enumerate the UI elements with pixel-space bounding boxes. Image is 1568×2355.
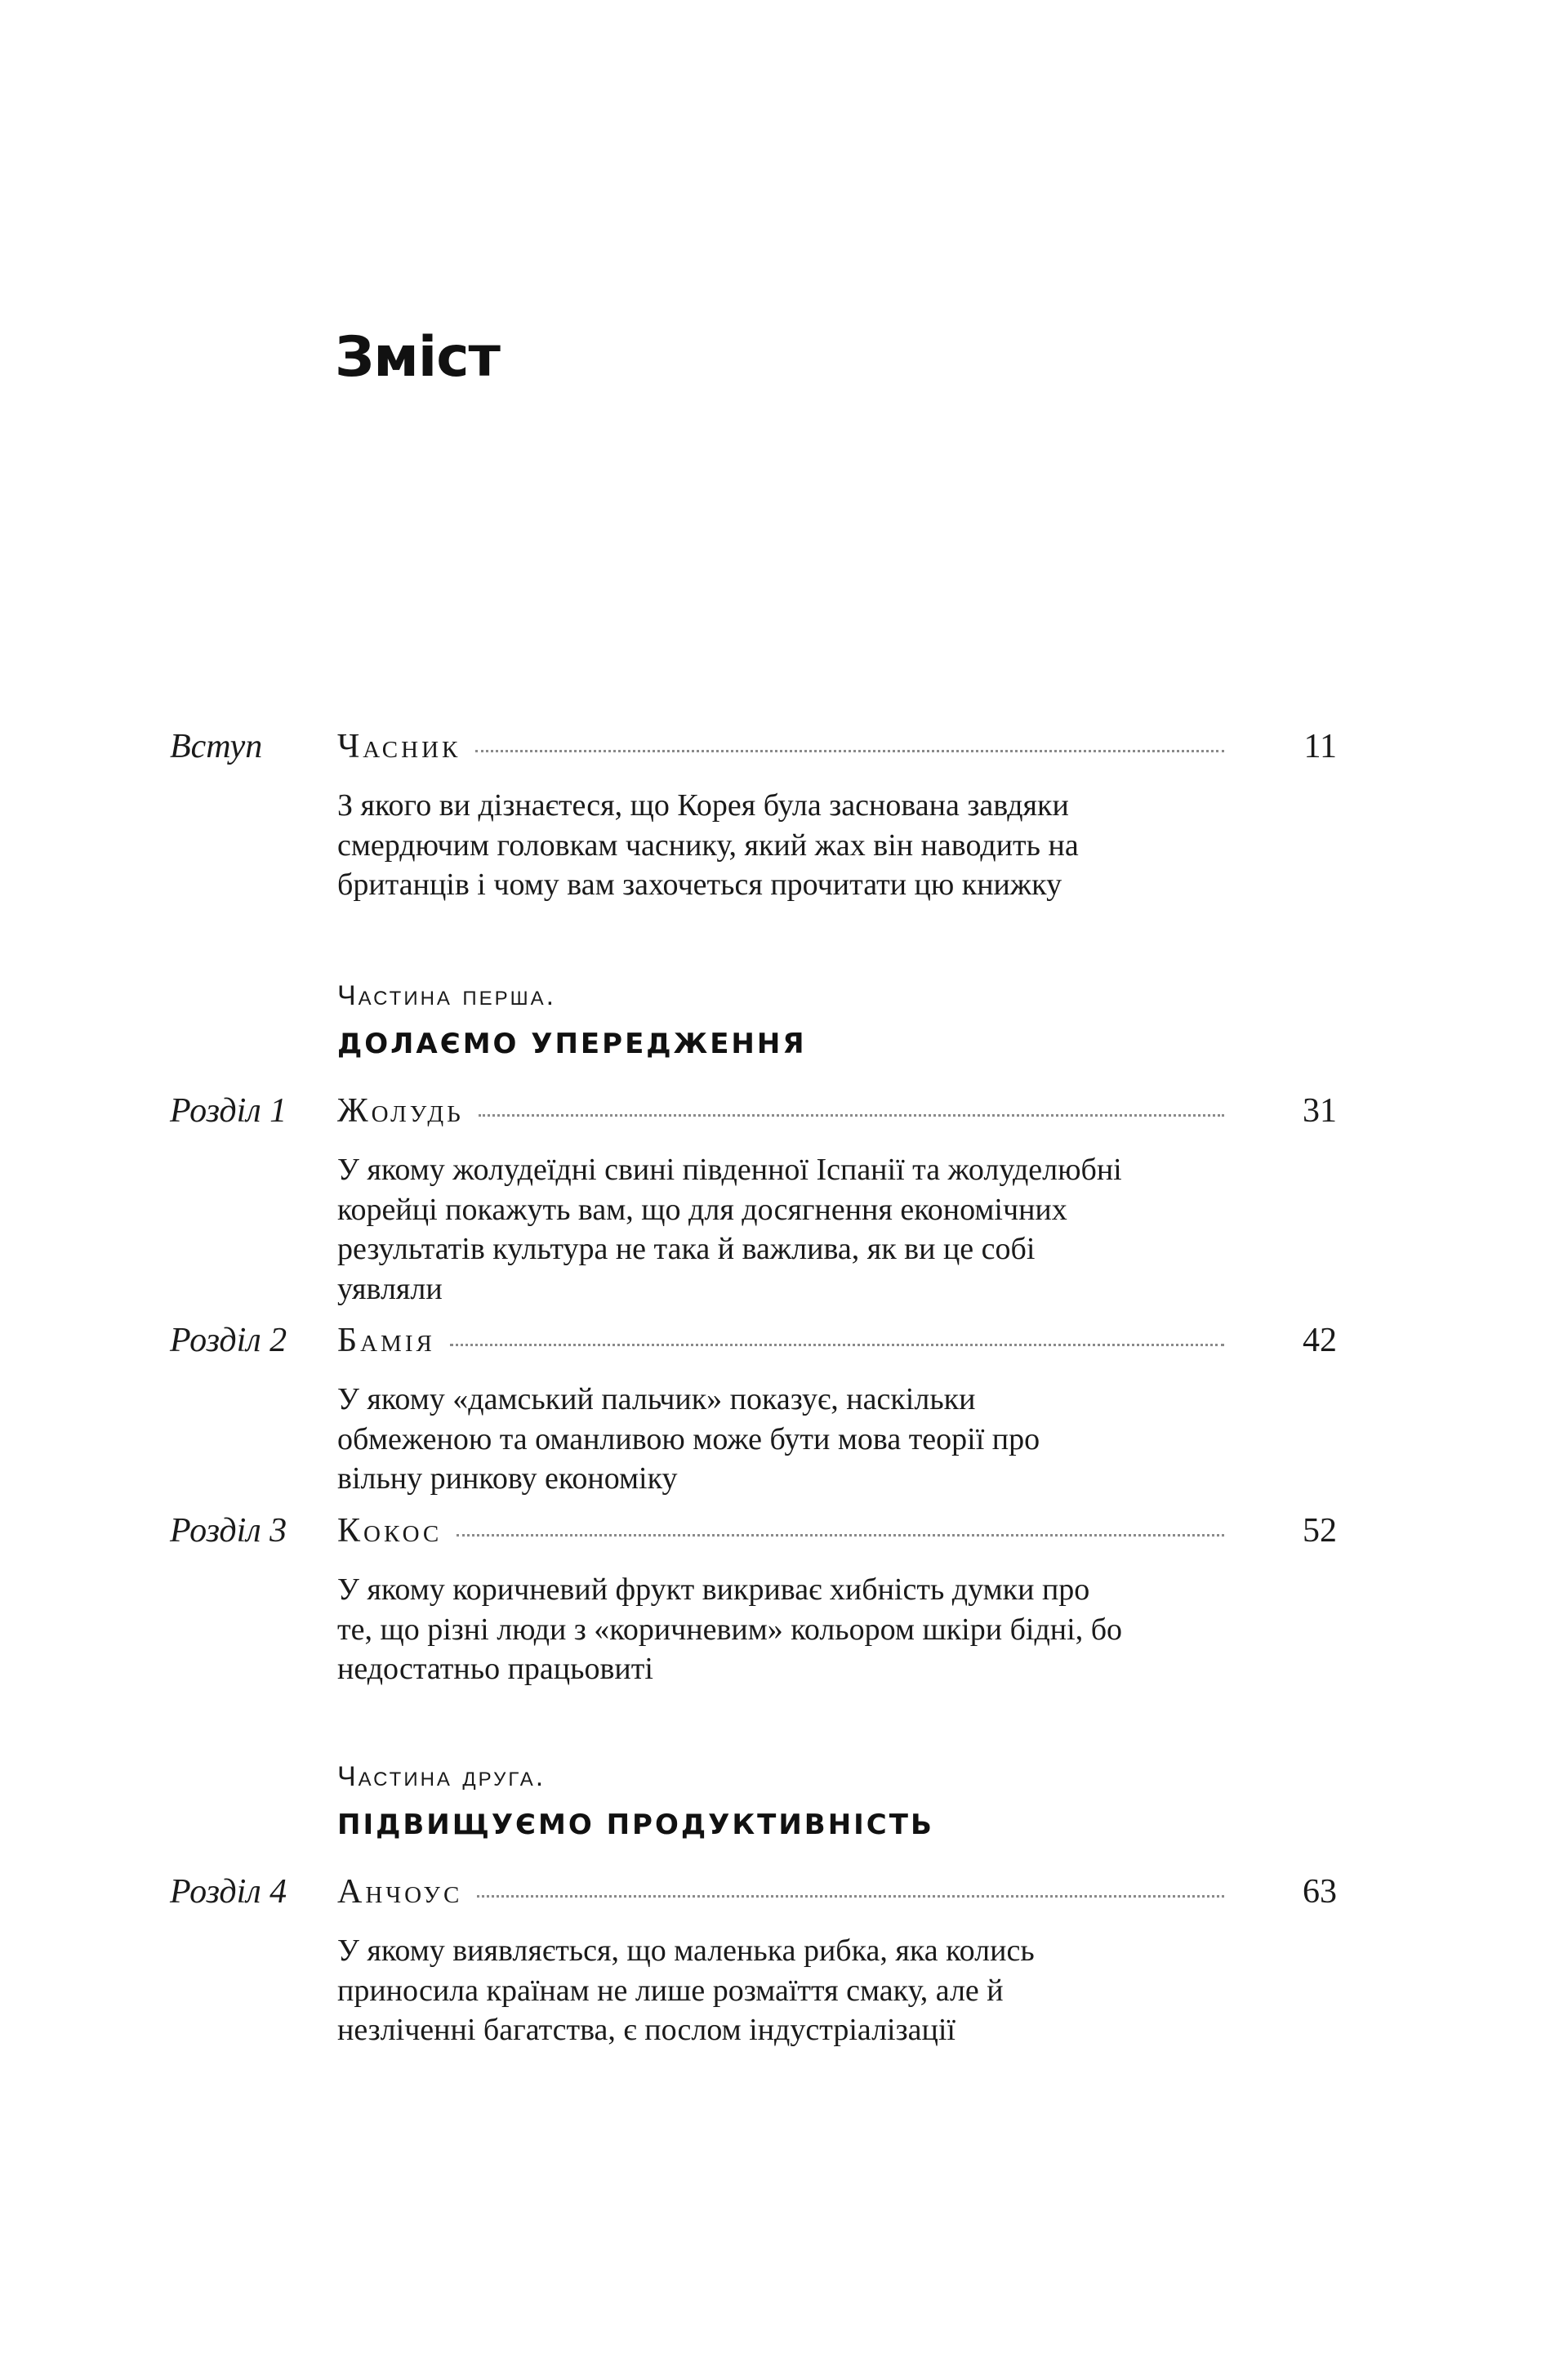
description-line: смердючим головкам часнику, який жах він наводить на: [337, 827, 1079, 863]
entry-title-row: [337, 1091, 1224, 1131]
part-title: ПІДВИЩУЄМО ПРОДУКТИВНІСТЬ: [337, 1809, 934, 1841]
entry-description: [337, 1931, 1252, 2050]
entry-label: Розділ 1: [170, 1092, 287, 1130]
description-line: У якому жолудеїдні свині південної Іспанії та жолуделюбні: [337, 1153, 1122, 1187]
dot-leader: [477, 1895, 1224, 1898]
entry-title-row: [337, 727, 1224, 766]
description-line: З якого ви дізнаєтеся, що Корея була заснована завдяки: [337, 788, 1069, 823]
entry-label: Розділ 2: [170, 1322, 287, 1359]
entry-label: Вступ: [170, 728, 263, 765]
entry-title-row: [337, 1511, 1224, 1550]
entry-description: [337, 1380, 1252, 1499]
page-number: 11: [1303, 728, 1337, 765]
entry-title: Часник: [337, 728, 461, 765]
dot-leader: [457, 1534, 1224, 1537]
entry-title: Анчоус: [337, 1873, 463, 1911]
entry-label: Розділ 3: [170, 1512, 287, 1550]
description-line: У якому виявляється, що маленька рибка, яка колись: [337, 1934, 1035, 1968]
page-title: Зміст: [335, 325, 500, 390]
entry-description: [337, 786, 1252, 905]
entry-description: [337, 1570, 1252, 1689]
dot-leader: [475, 750, 1224, 752]
description-line: обмеженою та оманливою може бути мова теорії про: [337, 1421, 1040, 1456]
part-title: ДОЛАЄМО УПЕРЕДЖЕННЯ: [337, 1028, 807, 1060]
entry-title: Кокос: [337, 1512, 443, 1550]
description-line: британців і чому вам захочеться прочитати цю книжку: [337, 868, 1062, 902]
description-line: уявляли: [337, 1271, 443, 1306]
description-line: У якому коричневий фрукт викриває хибність думки про: [337, 1572, 1090, 1607]
page-number: 42: [1303, 1322, 1337, 1359]
description-line: вільну ринкову економіку: [337, 1461, 678, 1496]
description-line: те, що різні люди з «коричневим» кольором шкіри бідні, бо: [337, 1612, 1123, 1647]
entry-title: Бамія: [337, 1322, 435, 1359]
description-line: корейці покажуть вам, що для досягнення економічних: [337, 1192, 1067, 1227]
entry-label: Розділ 4: [170, 1873, 287, 1911]
page-number: 52: [1303, 1512, 1337, 1550]
part-label: Частина друга.: [337, 1761, 546, 1792]
entry-title-row: [337, 1872, 1224, 1911]
description-line: незліченні багатства, є послом індустріалізації: [337, 2013, 956, 2047]
entry-title: Жолудь: [337, 1092, 464, 1130]
description-line: результатів культура не така й важлива, як ви це собі: [337, 1232, 1036, 1266]
entry-description: [337, 1150, 1252, 1309]
page-number: 63: [1303, 1873, 1337, 1911]
dot-leader: [479, 1114, 1224, 1117]
description-line: У якому «дамський пальчик» показує, наскільки: [337, 1382, 976, 1416]
part-label: Частина перша.: [337, 980, 557, 1011]
page-number: 31: [1303, 1092, 1337, 1130]
description-line: приносила країнам не лише розмаїття смаку, але й: [337, 1973, 1004, 2008]
description-line: недостатньо працьовиті: [337, 1652, 653, 1686]
dot-leader: [450, 1344, 1224, 1346]
entry-title-row: [337, 1321, 1224, 1360]
